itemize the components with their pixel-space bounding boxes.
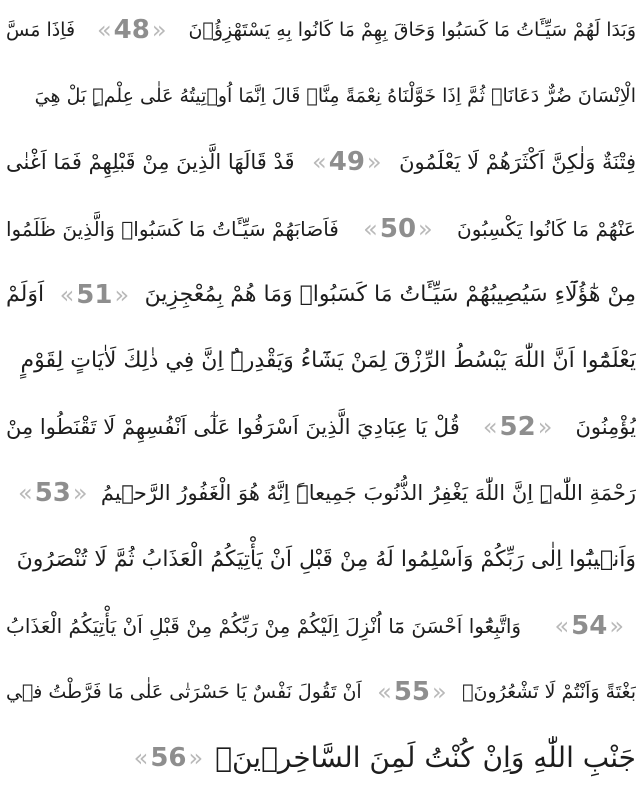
verse-text: مِنْ هٰٓؤُلَٓاءِ سَيُصِيبُهُمْ سَيِّـَٔاتُ مَا كَسَبُواۙ وَمَا هُمْ بِمُعْجِزِينَ: [144, 281, 636, 307]
verse-text: فَاَصَابَهُمْ سَيِّـَٔاتُ مَا كَسَبُواۜ وَالَّذِينَ ظَلَمُوا: [6, 216, 339, 241]
verse-text: فِتْنَةٌ وَلٰكِنَّ اَكْثَرَهُمْ لَا يَعْلَمُونَ: [399, 150, 636, 175]
ayah-number: 53: [34, 478, 71, 509]
verse-line: [6, 333, 636, 389]
ayah-number-marker: [475, 410, 561, 444]
verse-text: يُؤْمِنُونَ: [575, 415, 636, 440]
verse-text: عَنْهُمْ مَا كَانُوا يَكْسِبُونَ: [457, 216, 636, 241]
verse-text: يَعْلَمُٓوا اَنَّ اللّٰهَ يَبْسُطُ الرِّزْقَ لِمَنْ يَشَٓاءُ وَيَقْدِرُۜ اِنَّ فِي ذٰلِكَ لَاٰيَاتٍ لِقَوْمٍ: [20, 348, 636, 373]
ornament-right-icon: »: [114, 280, 130, 309]
ornament-left-icon: «: [96, 16, 112, 44]
ornament-right-icon: »: [366, 148, 382, 177]
ayah-number: 55: [393, 677, 430, 707]
verse-line: [6, 267, 636, 323]
ayah-number-marker: [546, 609, 632, 643]
verse-text: بَغْتَةً وَاَنْتُمْ لَا تَشْعُرُونَۙ: [462, 681, 636, 703]
verse-line: [6, 730, 636, 786]
ayah-number: 50: [379, 213, 417, 244]
verse-line: [6, 2, 636, 58]
verse-text: اَنْ تَقُولَ نَفْسٌ يَا حَسْرَتٰى عَلٰى مَا فَرَّطْتُ ف۪ي: [6, 681, 362, 703]
verse-line: [6, 201, 636, 257]
ornament-left-icon: «: [554, 611, 570, 640]
verse-text: اَوَلَمْ: [6, 281, 45, 307]
ornament-left-icon: «: [59, 280, 75, 309]
ornament-right-icon: »: [188, 744, 204, 773]
ornament-right-icon: »: [418, 214, 433, 243]
verse-line: [6, 598, 636, 654]
ayah-number: 48: [113, 15, 150, 45]
ayah-number: 49: [328, 147, 365, 178]
verse-line: [6, 664, 636, 720]
ayah-number-marker: [126, 741, 212, 775]
verse-line: [6, 134, 636, 190]
ayah-number-marker: [304, 145, 390, 179]
ayah-number-marker: [369, 675, 455, 709]
ayah-number-marker: [89, 13, 175, 47]
verse-line: [6, 532, 636, 588]
ornament-right-icon: »: [432, 678, 447, 706]
verse-text: قَدْ قَالَهَا الَّذِينَ مِنْ قَبْلِهِمْ فَمَا اَغْنٰى: [6, 150, 295, 175]
verse-text: وَاتَّبِعُٓوا اَحْسَنَ مَٓا اُنْزِلَ اِلَيْكُمْ مِنْ رَبِّكُمْ مِنْ قَبْلِ اَنْ يَأْتِيَكُمُ الْعَذَابُ: [6, 613, 522, 638]
ayah-number-marker: [52, 278, 138, 312]
verse-text: رَحْمَةِ اللّٰهِۜ اِنَّ اللّٰهَ يَغْفِرُ الذُّنُوبَ جَمِيعاًۜ اِنَّهُ هُوَ الْغَفُورُ الرَّح۪يمُ: [100, 481, 636, 506]
ornament-right-icon: »: [72, 479, 88, 508]
verse-line: [6, 68, 636, 124]
ayah-number-marker: [355, 212, 441, 246]
verse-text: وَبَدَا لَهُمْ سَيِّـَٔاتُ مَا كَسَبُوا وَحَاقَ بِهِمْ مَا كَانُوا بِهِ يَسْتَهْزِؤُ۫نَ: [188, 19, 636, 41]
ornament-left-icon: «: [377, 678, 392, 706]
ayah-number: 56: [150, 743, 187, 774]
ornament-right-icon: »: [537, 413, 553, 442]
ornament-left-icon: «: [133, 744, 149, 773]
verse-line: [6, 399, 636, 455]
ornament-left-icon: «: [312, 148, 327, 177]
ornament-left-icon: «: [482, 413, 498, 442]
verse-line: [6, 465, 636, 521]
verse-text: وَاَن۪يبُٓوا اِلٰى رَبِّكُمْ وَاَسْلِمُوا لَهُ مِنْ قَبْلِ اَنْ يَأْتِيَكُمُ الْعَذَابُ ثُمَّ لَا تُنْصَرُونَ: [16, 546, 636, 572]
verse-text: جَنْبِ اللّٰهِ وَاِنْ كُنْتُ لَمِنَ السَّاخِر۪ينَۙ: [215, 741, 636, 775]
ayah-number: 54: [571, 610, 608, 641]
verse-text: الْاِنْسَانَ ضُرٌّ دَعَانَاۘ ثُمَّ اِذَا خَوَّلْنَاهُ نِعْمَةً مِنَّاۙ قَالَ اِنَّمَا اُو۫تِيتُهُ عَلٰى عِلْمٍۜ بَلْ هِيَ: [34, 85, 636, 108]
ornament-right-icon: »: [609, 611, 624, 640]
ornament-left-icon: «: [363, 214, 378, 243]
verse-text: قُلْ يَا عِبَادِيَ الَّذِينَ اَسْرَفُوا عَلٰٓى اَنْفُسِهِمْ لَا تَقْنَطُوا مِنْ: [6, 415, 460, 440]
ornament-right-icon: »: [151, 16, 167, 44]
ayah-number: 52: [499, 412, 536, 443]
verse-text: فَاِذَا مَسَّ: [6, 19, 76, 41]
ayah-number: 51: [76, 279, 113, 310]
ayah-number-marker: [10, 476, 96, 510]
ornament-left-icon: «: [18, 479, 33, 508]
